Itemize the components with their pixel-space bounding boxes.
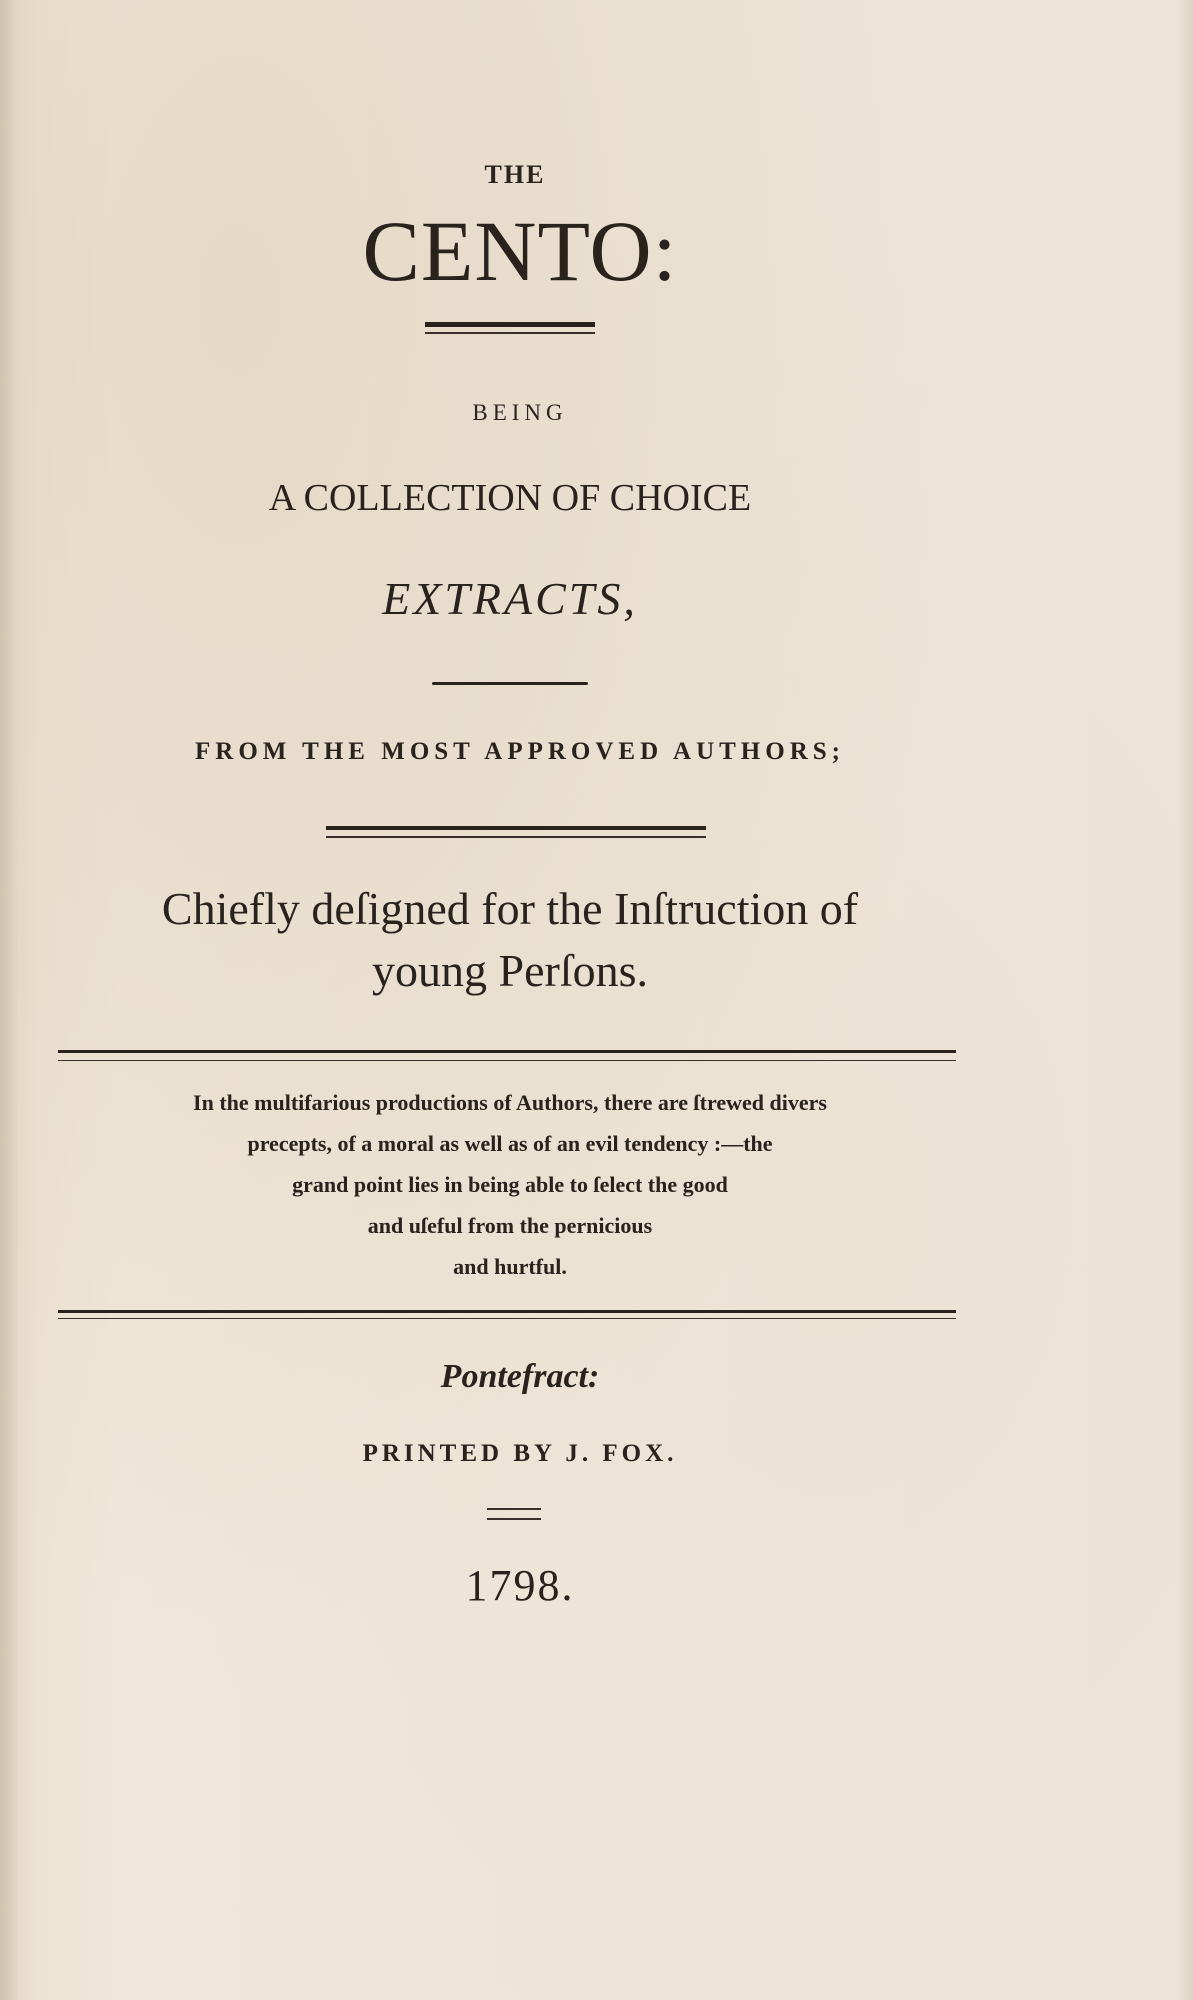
imprint-printer: PRINTED BY J. FOX.	[362, 1440, 678, 1467]
motto-line-2: precepts, of a moral as well as of an evil tendency :—the	[247, 1131, 773, 1156]
motto-line-5: and hurtful.	[453, 1254, 567, 1279]
subtitle-line-2: EXTRACTS,	[382, 573, 638, 624]
title-rule	[425, 322, 595, 327]
motto-line-4: and uſeful from the pernicious	[367, 1213, 653, 1238]
sources-line: FROM THE MOST APPROVED AUTHORS;	[195, 738, 845, 765]
authors-rule	[326, 826, 706, 830]
purpose-line-1: Chiefly deſigned for the Inſtruction of	[161, 883, 859, 934]
authors-rule-thin	[326, 836, 706, 838]
imprint-place: Pontefract:	[440, 1358, 600, 1395]
motto-block	[80, 1082, 940, 1287]
year-rule-top	[487, 1508, 541, 1510]
motto-bottom-rule-thin	[58, 1318, 956, 1319]
subtitle-line-1: A COLLECTION OF CHOICE	[268, 477, 752, 519]
being-word: BEING	[472, 400, 568, 425]
motto-line-1: In the multifarious productions of Authors, there are ſtrewed divers	[193, 1090, 827, 1115]
motto-top-rule	[58, 1050, 956, 1053]
motto-line-3: grand point lies in being able to ſelect the good	[292, 1172, 728, 1197]
motto-bottom-rule	[58, 1310, 956, 1313]
ornament-rule	[432, 682, 588, 685]
page-edge	[1179, 0, 1193, 2000]
motto-top-rule-thin	[58, 1060, 956, 1061]
title-rule-thin	[425, 332, 595, 334]
purpose-line-2: young Perſons.	[372, 945, 648, 997]
binding-edge	[0, 0, 18, 2000]
year-rule-bottom	[487, 1518, 541, 1520]
book-title: CENTO:	[362, 203, 678, 299]
article-word: THE	[484, 160, 546, 189]
purpose-statement	[60, 878, 960, 1002]
imprint-year: 1798.	[465, 1561, 575, 1610]
